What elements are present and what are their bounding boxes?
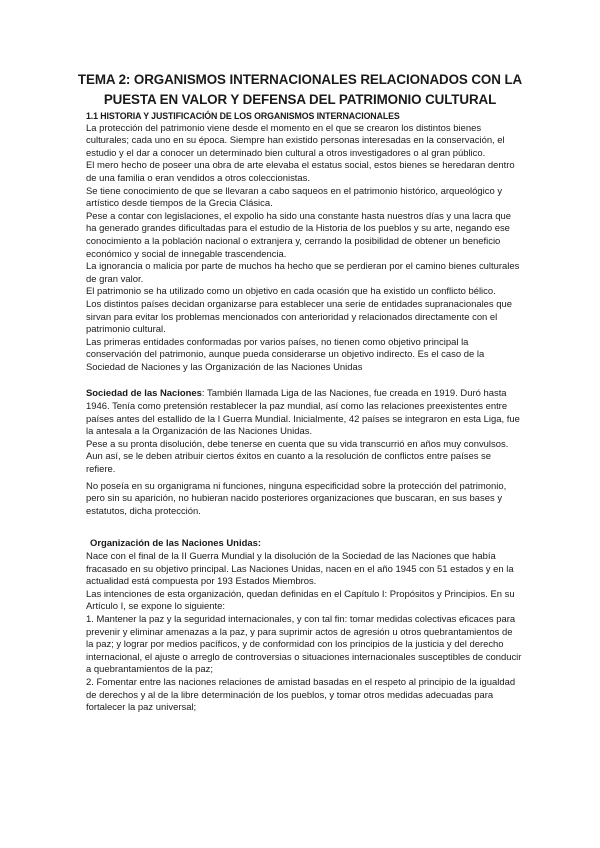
intro-paragraph: El patrimonio se ha utilizado como un objetivo en cada ocasión que ha existido un conflicto bélico. bbox=[86, 286, 496, 298]
intro-paragraph: Pese a contar con legislaciones, el expolio ha sido una constante hasta nuestros días y una lacra que ha generado grandes dificultadas para el estudio de la Historia de los pueblos y su arte, negando ese conocimiento a la población nacional o extranjera y, cerrando la posibilidad de obtener un beneficio económico y social de innegable trascendencia. bbox=[86, 210, 511, 260]
page-title bbox=[60, 70, 540, 110]
sdn-paragraph: Pese a su pronta disolución, debe tenerse en cuenta que su vida transcurrió en años muy convulsos. Aun así, se le deben atribuir ciertos éxitos en cuanto a la resolución de conflictos entre países se refiere. bbox=[86, 438, 509, 476]
sdn-paragraph bbox=[86, 388, 522, 438]
sdn-paragraph: No poseía en su organigrama ni funciones, ninguna especificidad sobre la protección del patrimonio, pero sin su aparición, no hubieran nacido posteriores organizaciones que buscaran, en sus bases y estatutos, dicha protección. bbox=[86, 480, 507, 517]
sdn-label: Sociedad de las Naciones bbox=[86, 388, 202, 400]
intro-paragraph: Las primeras entidades conformadas por varios países, no tienen como objetivo principal la conservación del patrimonio, aunque pueda considerarse un objetivo indirecto. Es el caso de la Sociedad de Naciones y las Organización de las Naciones Unidas bbox=[86, 336, 485, 373]
onu-paragraph: Las intenciones de esta organización, quedan definidas en el Capítulo I: Propósitos y Principios. En su Artículo I, se expone lo siguiente: bbox=[86, 588, 515, 613]
intro-paragraph: Se tiene conocimiento de que se llevaran a cabo saqueos en el patrimonio histórico, arqueológico y artístico desde tiempos de la Grecia Clásica. bbox=[86, 185, 503, 210]
onu-list-item: 1. Mantener la paz y la seguridad internacionales, y con tal fin: tomar medidas colectivas eficaces para prevenir y eliminar amenazas a la paz, y para suprimir actos de agresión u otros quebrantamientos de la paz; y lograr por medios pacíficos, y de conformidad con los principios de la justicia y del derecho internacional, el ajuste o arreglo de controversias o situaciones internacionales susceptibles de conducir a quebrantamientos de la paz; bbox=[86, 613, 522, 676]
title-line-1: TEMA 2: ORGANISMOS INTERNACIONALES RELACIONADOS CON LA bbox=[77, 72, 523, 87]
title-line-2: PUESTA EN VALOR Y DEFENSA DEL PATRIMONIO CULTURAL bbox=[103, 92, 497, 107]
document-body bbox=[86, 110, 522, 715]
intro-paragraph: La ignorancia o malicia por parte de muchos ha hecho que se perdieran por el camino bienes culturales de gran valor. bbox=[86, 261, 520, 285]
onu-paragraph: Nace con el final de la II Guerra Mundial y la disolución de la Sociedad de las Naciones que había fracasado en su objetivo principal. Las Naciones Unidas, nacen en el año 1945 con 51 estados y en la actualidad está compuesta por 193 Estados Miembros. bbox=[86, 551, 514, 588]
intro-paragraph: Los distintos países decidan organizarse para establecer una serie de entidades supranacionales que sirvan para evitar los problemas mencionados con anterioridad y relacionados directamente con el patrimonio cultural. bbox=[86, 298, 513, 336]
sdn-text: : También llamada Liga de las Naciones, fue creada en 1919. Duró hasta 1946. Tenía como pretensión restablecer la paz mundial, así como las relaciones preexistentes entre países antes del estallido de la I Guerra Mundial. Inicialmente, 42 países se integraron en esta Liga, fue la antesala a la Organización de las Naciones Unidas. bbox=[86, 388, 520, 438]
section-heading: 1.1 HISTORIA Y JUSTIFICACIÓN DE LOS ORGANISMOS INTERNACIONALES bbox=[86, 111, 400, 121]
onu-list-item: 2. Fomentar entre las naciones relaciones de amistad basadas en el respeto al principio de la igualdad de derechos y al de la libre determinación de los pueblos, y tomar otros medidas adecuadas para fortalecer la paz universal; bbox=[86, 676, 516, 714]
onu-heading: Organización de las Naciones Unidas: bbox=[90, 538, 261, 550]
intro-paragraph: La protección del patrimonio viene desde el momento en el que se crearon los distintos bienes culturales; cada uno en su época. Siempre han existido personas interesadas en la conservación, el estudio y el dar a conocer un determinado bien cultural a otros investigadores o al gran público. bbox=[86, 122, 505, 159]
intro-paragraph: El mero hecho de poseer una obra de arte elevaba el estatus social, estos bienes se heredaran dentro de una familia o eran vendidos a otros coleccionistas. bbox=[86, 160, 515, 184]
